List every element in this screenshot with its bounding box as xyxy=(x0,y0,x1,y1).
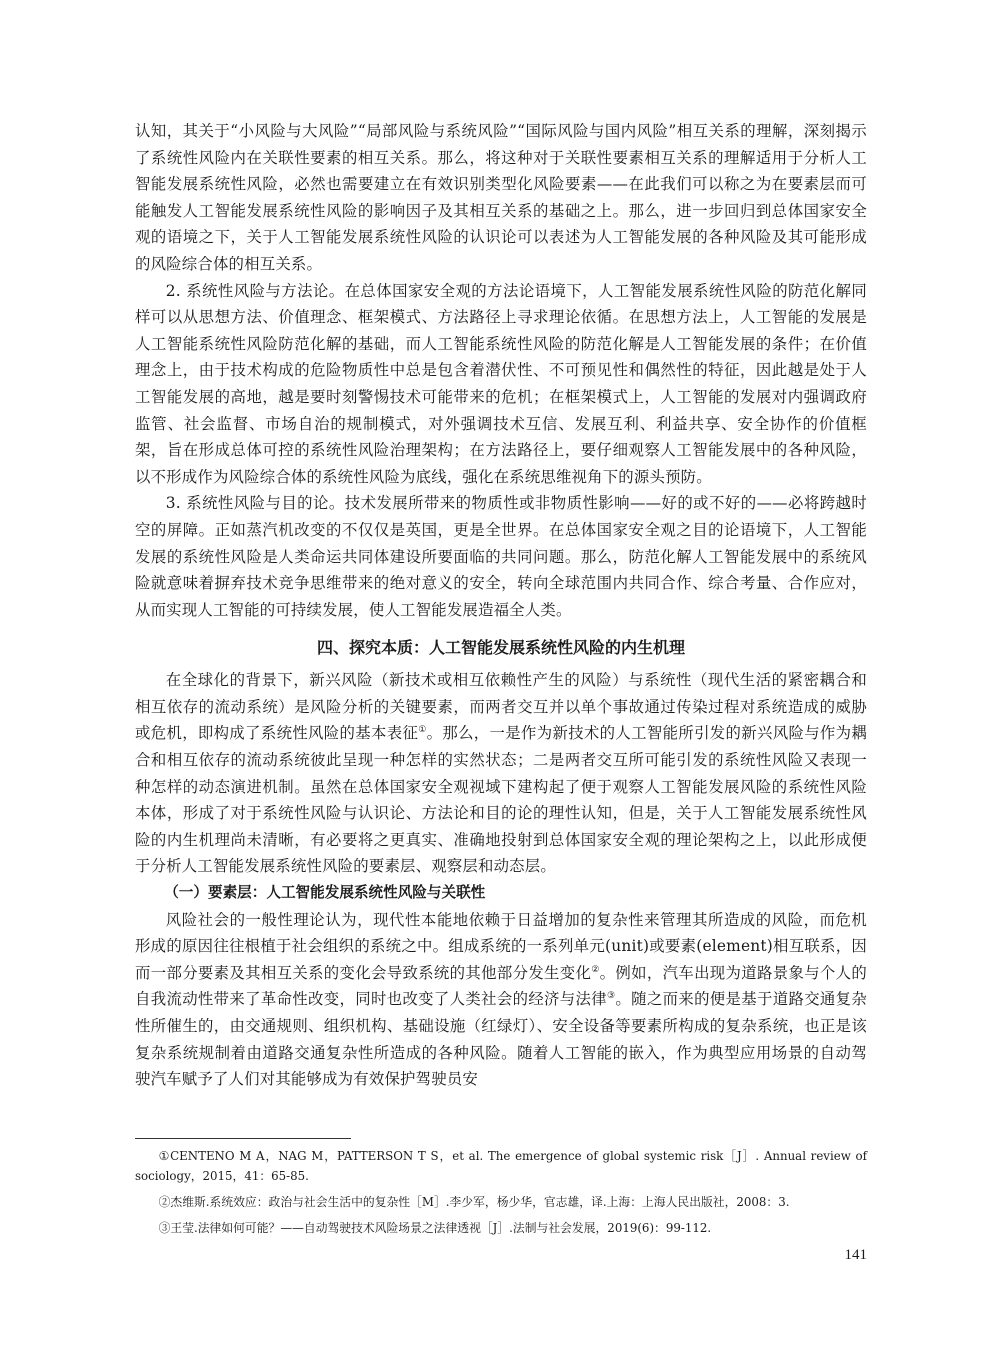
text-segment: 在全球化的背景下，新兴风险（新技术或相互依赖性产生的风险）与系统性（现代生活的紧密耦合和相互依存的流动系统）是风险分析的关键要素，而两者交互并以单个事故通过传染过程对系统造成的威胁或危机，即构成了系统性风险的基本表征 xyxy=(135,671,867,743)
text-segment: 。随之而来的便是基于道路交通复杂性所催生的，由交通规则、组织机构、基础设施（红绿灯）、安全设备等要素所构成的复杂系统，也正是该复杂系统规制着由道路交通复杂性所造成的各种风险。随着人工智能的嵌入，作为典型应用场景的自动驾驶汽车赋予了人们对其能够成为有效保护驾驶员安 xyxy=(135,990,867,1089)
paragraph-epistemology-cont: 认知，其关于“小风险与大风险”“局部风险与系统风险”“国际风险与国内风险”相互关系的理解，深刻揭示了系统性风险内在关联性要素的相互关系。那么，将这种对于关联性要素相互关系的理解适用于分析人工智能发展系统性风险，必然也需要建立在有效识别类型化风险要素——在此我们可以称之为在要素层而可能触发人工智能发展系统性风险的影响因子及其相互关系的基础之上。那么，进一步回归到总体国家安全观的语境之下，关于人工智能发展系统性风险的认识论可以表述为人工智能发展的各种风险及其可能形成的风险综合体的相互关系。 xyxy=(135,122,867,273)
footnote-ref-2[interactable]: ② xyxy=(591,964,600,975)
paragraph-section-intro xyxy=(135,667,867,880)
text-segment: 。例如，汽车出现为道路景象与个人的自我流动性带来了革命性改变，同时也改变了人类社会的经济与法律 xyxy=(135,963,867,1009)
subsection-title: （一）要素层：人工智能发展系统性风险与关联性 xyxy=(164,884,486,902)
page-body xyxy=(135,118,867,1093)
paragraph-teleology: 3. 系统性风险与目的论。技术发展所带来的物质性或非物质性影响——好的或不好的——必将跨越时空的屏障。正如蒸汽机改变的不仅仅是英国，更是全世界。在总体国家安全观之目的论语境下，人工智能发展的系统性风险是人类命运共同体建设所要面临的共同问题。那么，防范化解人工智能发展中的系统风险就意味着摒弃技术竞争思维带来的绝对意义的安全，转向全球范围内共同合作、综合考量、合作应对，从而实现人工智能的可持续发展，使人工智能发展造福全人类。 xyxy=(135,494,867,619)
footnote-2: ②杰维斯.系统效应：政治与社会生活中的复杂性［M］.李少军，杨少华，官志雄，译.上海：上海人民出版社，2008：3. xyxy=(158,1195,790,1209)
page-number: 141 xyxy=(844,1247,867,1263)
footnotes xyxy=(135,1146,867,1244)
footnote-divider xyxy=(135,1138,351,1139)
section-title: 四、探究本质：人工智能发展系统性风险的内生机理 xyxy=(316,638,685,658)
footnote-ref-1[interactable]: ① xyxy=(418,725,427,736)
text-segment: 。那么，一是作为新技术的人工智能所引发的新兴风险与作为耦合和相互依存的流动系统彼此呈现一种怎样的实然状态；二是两者交互所可能引发的系统性风险又表现一种怎样的动态演进机制。虽然在总体国家安全观视域下建构起了便于观察人工智能发展风险的系统性风险本体，形成了对于系统性风险与认识论、方法论和目的论的理性认知，但是，关于人工智能发展系统性风险的内生机理尚未清晰，有必要将之更真实、准确地投射到总体国家安全观的理论架构之上，以此形成便于分析人工智能发展系统性风险的要素层、观察层和动态层。 xyxy=(135,724,867,876)
paragraph-element-layer xyxy=(135,907,867,1093)
paragraph-methodology: 2. 系统性风险与方法论。在总体国家安全观的方法论语境下，人工智能发展系统性风险的防范化解同样可以从思想方法、价值理念、框架模式、方法路径上寻求理论依循。在思想方法上，人工智能的发展是人工智能系统性风险防范化解的基础，而人工智能系统性风险的防范化解是人工智能发展的条件；在价值理念上，由于技术构成的危险物质性中总是包含着潜伏性、不可预见性和偶然性的特征，因此越是处于人工智能发展的高地，越是要时刻警惕技术可能带来的危机；在框架模式上，人工智能的发展对内强调政府监管、社会监督、市场自治的规制模式，对外强调技术互信、发展互利、利益共享、安全协作的价值框架，旨在形成总体可控的系统性风险治理架构；在方法路径上，要仔细观察人工智能发展中的各种风险，以不形成作为风险综合体的系统性风险为底线，强化在系统思维视角下的源头预防。 xyxy=(135,281,867,486)
footnote-3: ③王莹.法律如何可能？——自动驾驶技术风险场景之法律透视［J］.法制与社会发展，2019(6)：99-112. xyxy=(158,1221,712,1235)
footnote-ref-3[interactable]: ③ xyxy=(606,991,616,1002)
footnote-1: ①CENTENO M A，NAG M，PATTERSON T S，et al. The emergence of global systemic risk［J］. Annual review of sociology，2015，41：65-85. xyxy=(135,1149,867,1183)
text-segment: 风险社会的一般性理论认为，现代性本能地依赖于日益增加的复杂性来管理其所造成的风险，而危机形成的原因往往根植于社会组织的系统之中。组成系统的一系列单元(unit)或要素(element)相互联系，因而一部分要素及其相互关系的变化会导致系统的其他部分发生变化 xyxy=(135,910,867,982)
